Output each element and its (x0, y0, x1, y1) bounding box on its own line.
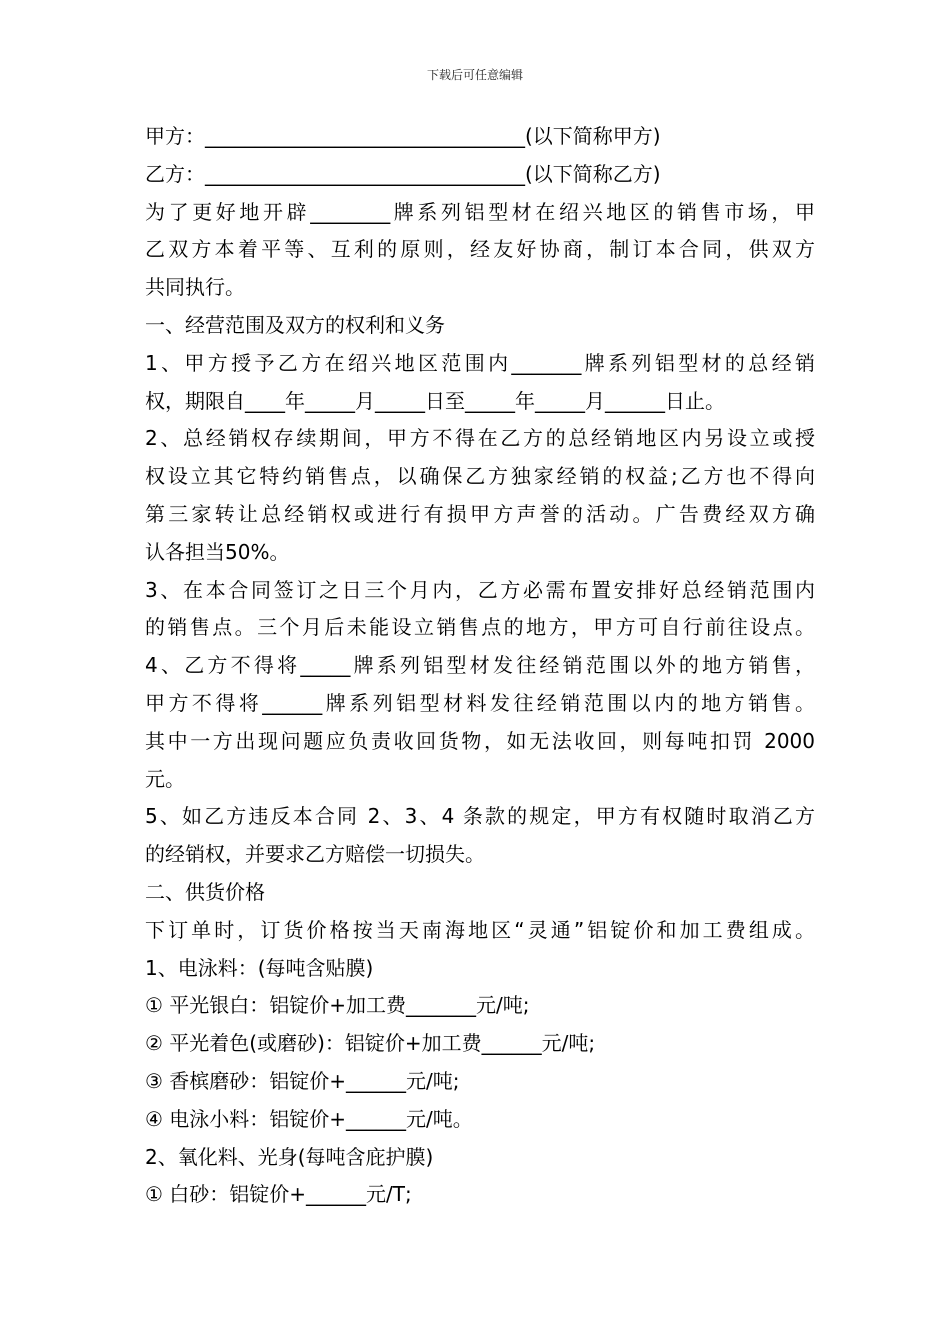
contract-line: 其中一方出现问题应负责收回货物，如无法收回，则每吨扣罚 2000 (145, 728, 815, 753)
contract-line: 一、经营范围及双方的权利和义务 (145, 312, 445, 337)
contract-line: 5、如乙方违反本合同 2、3、4 条款的规定，甲方有权随时取消乙方 (145, 804, 815, 829)
contract-line: 2、总经销权存续期间，甲方不得在乙方的总经销地区内另设立或授 (145, 426, 815, 451)
contract-line: 第三家转让总经销权或进行有损甲方声誉的活动。广告费经双方确 (145, 501, 815, 526)
contract-line: ④ 电泳小料：铝锭价+______元/吨。 (145, 1106, 473, 1131)
contract-line: ② 平光着色(或磨砂)：铝锭价+加工费______元/吨; (145, 1031, 596, 1056)
contract-line: 的销售点。三个月后未能设立销售点的地方，甲方可自行前往设点。 (145, 615, 815, 640)
page-header: 下载后可任意编辑 (426, 68, 523, 82)
contract-line: 乙方：________________________________(以下简称乙方) (145, 161, 661, 186)
contract-line: 1、电泳料：(每吨含贴膜) (145, 955, 374, 980)
contract-line: 下订单时，订货价格按当天南海地区“灵通”铝锭价和加工费组成。 (145, 917, 815, 942)
contract-body (145, 118, 815, 1214)
contract-line: 4、乙方不得将_____牌系列铝型材发往经销范围以外的地方销售， (145, 653, 815, 678)
contract-line: 的经销权，并要求乙方赔偿一切损失。 (145, 842, 485, 867)
contract-line: 2、氧化料、光身(每吨含庇护膜) (145, 1144, 434, 1169)
contract-line: 为了更好地开辟________牌系列铝型材在绍兴地区的销售市场，甲 (145, 199, 815, 224)
contract-line: 甲方：________________________________(以下简称甲方) (145, 124, 661, 148)
contract-line: 1、甲方授予乙方在绍兴地区范围内_______牌系列铝型材的总经销 (145, 350, 815, 375)
contract-line: ③ 香槟磨砂：铝锭价+______元/吨; (145, 1068, 460, 1093)
contract-line: ① 白砂：铝锭价+______元/T; (145, 1182, 412, 1207)
contract-line: 共同执行。 (145, 275, 245, 300)
contract-line: 3、在本合同签订之日三个月内，乙方必需布置安排好总经销范围内 (145, 577, 815, 602)
contract-line: 权，期限自____年_____月_____日至_____年_____月______日止。 (145, 388, 725, 413)
contract-line: ① 平光银白：铝锭价+加工费_______元/吨; (145, 993, 530, 1018)
contract-line: 甲方不得将______牌系列铝型材料发往经销范围以内的地方销售。 (145, 690, 815, 715)
contract-line: 乙双方本着平等、互利的原则，经友好协商，制订本合同，供双方 (145, 237, 815, 262)
contract-line: 认各担当50%。 (145, 539, 290, 564)
contract-line: 权设立其它特约销售点，以确保乙方独家经销的权益;乙方也不得向 (145, 464, 815, 489)
contract-line: 元。 (145, 766, 185, 791)
contract-line: 二、供货价格 (145, 879, 265, 904)
